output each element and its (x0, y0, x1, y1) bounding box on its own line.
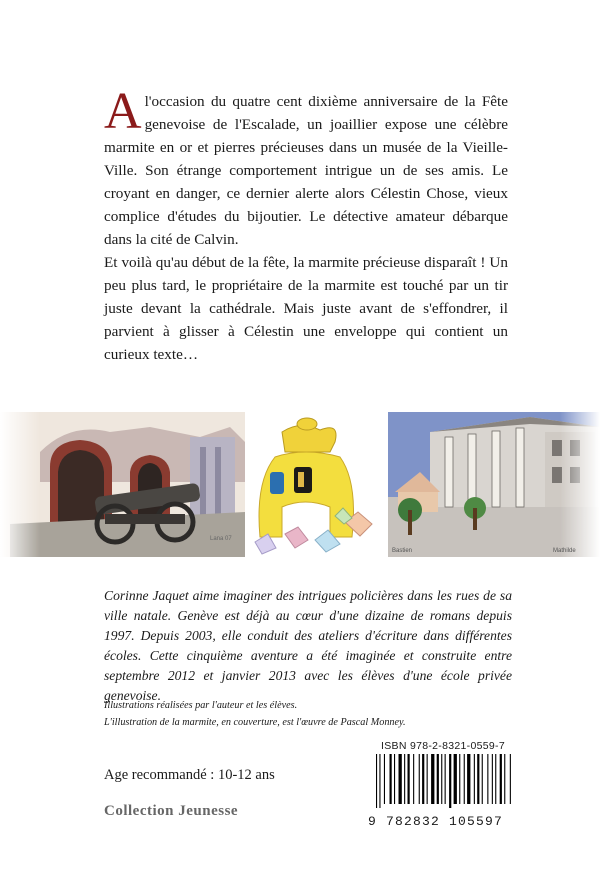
blurb-paragraph-1 (104, 83, 508, 251)
credits-line-1: Illustrations réalisées par l'auteur et les élèves. (104, 700, 298, 711)
signature-mid: Bastien (392, 548, 413, 554)
blurb-text-1: l'occasion du quatre cent dixième anniversaire de la Fête genevoise de l'Escalade, un joaillier expose une célèbre marmite en or et pierres précieuses dans un musée de la Vieille-Ville. Son étrange comportement intrigue un de ses amis. Le croyant en danger, ce dernier alerte alors Célestin Chose, vieux complice d'études du bijoutier. Le détective amateur débarque dans la cité de Calvin. (104, 93, 508, 248)
marmite-drawing (255, 418, 372, 554)
author-bio: Corinne Jaquet aime imaginer des intrigues policières dans les rues de sa ville natale. Genève est déjà au cœur d'une dizaine de romans depuis 1997. Depuis 2003, elle conduit des ateliers d'écriture dans différentes écoles. Cette cinquième aventure a été imaginée et construite entre septembre 2012 et janvier 2013 avec les élèves d'une école privée genevoise. (104, 587, 512, 703)
illustrations-strip (0, 412, 600, 557)
drop-cap: A (104, 83, 142, 140)
collection-name: Collection Jeunesse (104, 803, 239, 819)
recommended-age: Age recommandé : 10-12 ans (104, 767, 275, 783)
barcode-image (368, 752, 518, 808)
cannon-drawing (0, 412, 245, 557)
isbn-label: ISBN 978-2-8321-0559-7 (381, 740, 505, 752)
signature-left: Lana 07 (210, 536, 232, 542)
cathedral-drawing (388, 412, 600, 557)
blurb (104, 83, 508, 366)
illustration-credits (104, 697, 524, 731)
barcode-block (368, 740, 518, 829)
credits-line-2: L'illustration de la marmite, en couverture, est l'œuvre de Pascal Monney. (104, 717, 406, 728)
blurb-paragraph-2: Et voilà qu'au début de la fête, la marmite précieuse disparaît ! Un peu plus tard, le propriétaire de la marmite est touché par un tir juste devant la cathédrale. Mais juste avant de s'effondrer, il parvient à glisser à Célestin une enveloppe qui contient un curieux texte… (104, 254, 508, 363)
signature-right: Mathilde (553, 548, 576, 554)
barcode-digits: 9 782832 105597 (368, 814, 504, 829)
